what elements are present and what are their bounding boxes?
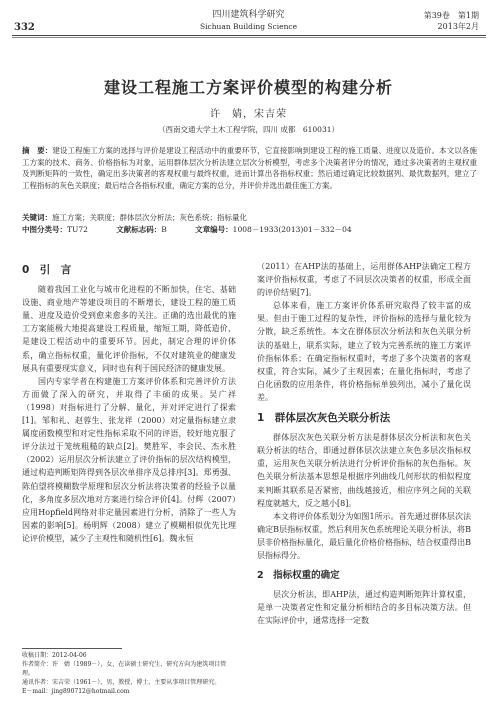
header-rule (12, 35, 486, 36)
keywords-text: 施工方案；关联度；群体层次分析法；灰色系统；指标量化 (52, 213, 247, 222)
paragraph: 国内专家学者在构建施工方案评价体系和完善评价方法方面做了深入的研究，并取得了丰硕的成果。吴广祥（1998）对指标进行了分解、量化，并对评定进行了探索[1]。邹和礼、赵蓉生、张龙祥（2000）对定量指标建立隶属度函数模型和对定性指标采取不同的评语，较好地克服了评分法过于笼统粗糙的缺点[2]。樊胜军、李会民、杰永胜（2002）运用层次分析法建立了评价指标的层次结构模型，通过构造判断矩阵得到各层次单排序及总排序[3]。郑勇强、陈伯望将模糊数学原理和层次分析法将决策者的经验予以量化，多角度多层次地对方案进行综合评价[4]。付辉（2007）应用Hopfield网络对非定量因素进行分析，消除了一些人为因素的影响[5]。杨明辉（2008）建立了模糊相似优先比理论评价模型，减少了主观性和随机性[6]。魏永恒 (22, 376, 236, 543)
running-header (0, 0, 497, 34)
keywords (22, 212, 477, 223)
paragraph: 层次分析法，即AHP法，通过构造判断矩阵计算权重，是单一决策者定性和定量分析相结合的多目标决策方法。但在实际评价中，通常选择一定数 (257, 590, 471, 626)
author-affiliation: （西南交通大学土木工程学院，四川 成都 610031） (157, 125, 339, 134)
volume-issue: 第39卷 第1期 (423, 11, 479, 20)
paragraph: 随着我国工业化与城市化进程的不断加快，住宅、基础设施、商业地产等建设项目的不断增长，建设工程的施工质量、进度及造价受到愈来愈多的关注。正确的选出最优的施工方案能极大地提高建设工程质量，缩短工期，降低造价，是建设工程活动中的重要环节。因此，制定合理的评价体系，确立指标权重，量化评价指标，不仅对建筑业的健康发展具有重要现实意义，同时也有利于国民经济的健康发展。 (22, 285, 236, 373)
keywords-label: 关键词： (22, 213, 52, 222)
author-bio: 作者简介：许 婧（1989－），女，在读硕士研究生，研究方向为建筑项目管理。 (22, 661, 227, 677)
footnote (22, 651, 236, 696)
corresponding-author: 通讯作者：宋吉荣（1961－），男，教授，博士，主要从事项目管理研究。 (22, 679, 221, 686)
paragraph: 群体层次灰色关联分析方法是群体层次分析法和灰色关联分析法的结合，即通过群体层次法建立灰色多层次指标权重，运用灰色关联分析法进行分析评价指标的灰色指标。灰色关联分析法基本思想是根据序列曲线几何形状的相似程度来判断其联系是否紧密，曲线越接近，相应序列之间的关联程度就越大，反之越小[8]。 (257, 433, 471, 508)
left-column (22, 260, 236, 545)
article-id: 文章编号：1008－1933(2013)01－332－04 (195, 225, 352, 234)
classification-row (22, 224, 477, 235)
article-title: 建设工程施工方案评价模型的构建分析 (103, 78, 393, 97)
journal-name (0, 10, 497, 32)
article-authors: 许 婧，宋吉荣 (210, 109, 287, 120)
paragraph: （2011）在AHP法的基础上，运用群体AHP法确定工程方案评价指标权重，考虑了不同层次决策者的权重，形成全面的评价结果[7]。 (257, 262, 471, 298)
right-column (257, 260, 471, 627)
paragraph: 本文将评价体系划分为如图1所示。首先通过群体层次法确定B层指标权重，然后利用灰色系统理论关联分析法，将B层非价格指标量化，最后量化价格价格指标，结合权重得出B层指标得分。 (257, 511, 471, 560)
received-date: 收稿日期：2012-04-06 (22, 652, 87, 659)
section-heading-weights: 2 指标权重的确定 (257, 570, 340, 582)
abstract-text: 建设工程施工方案的选择与评价是建设工程活动中的重要环节，它直接影响到建设工程的施工质量、进度以及造价。本文以各施工方案的技术、商务、价格指标为对象，运用群体层次分析法建立层次分析模型，考虑多个决策者评分的情况，通过多决策者的主观权重及判断矩阵的一致性，确定出多决策者的客观权重与最终权重，进而计算出各指标权重；然后通过确定比较数据列、最优数据列，建立了工程指标的灰色关联度；最后结合各指标权重，确定方案的总分，并评价并选出最佳施工方案。 (22, 146, 478, 190)
section-heading-method: 1 群体层次灰色关联分析法 (257, 412, 391, 425)
section-heading-introduction: 0 引 言 (22, 264, 72, 276)
journal-name-en: Sichuan Building Science (199, 22, 298, 31)
document-code: 文献标志码：B (116, 225, 167, 234)
abstract-label: 摘 要： (22, 146, 53, 155)
footnote-rule (22, 648, 122, 649)
paragraph: 总体来看，施工方案评价体系研究取得了较丰富的成果。但由于施工过程的复杂性，评价指标的选择与量化较为分散，缺乏系统性。本文在群体层次分析法和灰色关联分析法的基础上，联系实际，建立了较为完善系统的施工方案评价指标体系；在确定指标权重时，考虑了多个决策者的客观权重，符合实际，减少了主观因素；在量化指标时，考虑了白化函数的应用条件，将价格指标单独列出，减小了量化误差。 (257, 301, 471, 402)
clc-code: 中图分类号：TU72 (22, 225, 88, 234)
header-rule-thin (12, 37, 486, 38)
email: E－mail：jing890712@hotmail.com (22, 688, 130, 695)
issue-date: 2013年2月 (437, 22, 479, 31)
journal-name-cn: 四川建筑科学研究 (212, 10, 285, 20)
abstract (22, 145, 477, 191)
issue-info (424, 10, 479, 32)
page-number: 332 (14, 22, 35, 33)
